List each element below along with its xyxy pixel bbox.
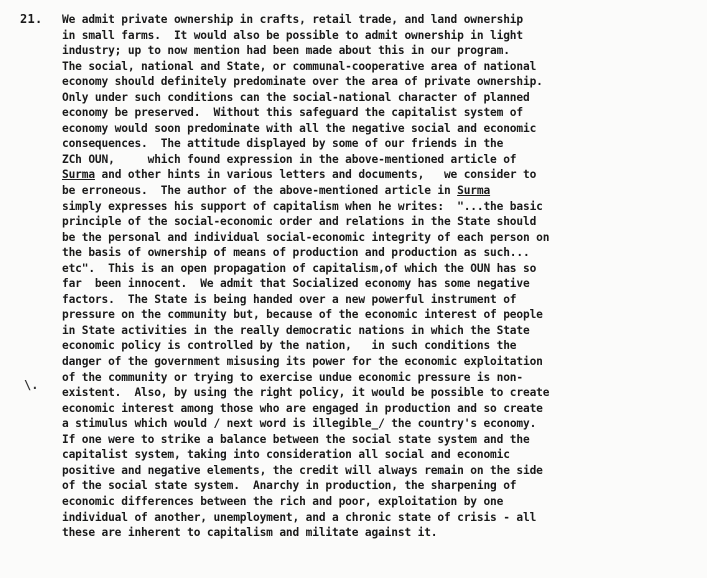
text-line — [62, 307, 702, 323]
text-line — [62, 74, 702, 90]
text-line — [62, 121, 702, 137]
text-line — [62, 416, 702, 432]
text-segment: Only under such conditions can the social-national character of planned — [62, 90, 530, 104]
text-segment: economic interest among those who are engaged in production and so create — [62, 401, 543, 415]
text-line — [62, 463, 702, 479]
text-line — [62, 214, 702, 230]
text-line — [62, 136, 702, 152]
text-line — [62, 276, 702, 292]
text-line — [62, 261, 702, 277]
text-segment: factors. The State is being handed over a new powerful instrument of — [62, 292, 517, 306]
text-segment: these are inherent to capitalism and militate against it. — [62, 526, 438, 540]
text-line — [62, 478, 702, 494]
text-segment: simply expresses his support of capitalism when he writes: "...the basic — [62, 199, 543, 213]
text-segment: be erroneous. The author of the above-mentioned article in — [62, 184, 458, 198]
text-segment: far been innocent. We admit that Socialized economy has some negative — [62, 277, 530, 291]
text-segment: of the community or trying to exercise undue economic pressure is non- — [62, 370, 523, 384]
text-segment: the basis of ownership of means of production and production as such... — [62, 246, 530, 260]
text-segment: in small farms. It would also be possible to admit ownership in light — [62, 28, 523, 42]
text-line — [62, 447, 702, 463]
text-line — [62, 167, 702, 183]
text-segment: ZCh OUN, which found expression in the above-mentioned article of — [62, 152, 517, 166]
text-line — [62, 90, 702, 106]
text-segment: and other hints in various letters and documents, we consider to — [94, 168, 537, 182]
text-segment: etc". This is an open propagation of capitalism,of which the OUN has so — [62, 261, 537, 275]
text-line — [62, 338, 702, 354]
text-line — [62, 385, 702, 401]
text-segment: industry; up to now mention had been made about this in our program. — [62, 44, 510, 58]
underlined-title: Surma — [457, 184, 491, 198]
text-segment: existent. Also, by using the right policy, it would be possible to create — [62, 386, 550, 400]
text-line — [62, 43, 702, 59]
text-line — [62, 152, 702, 168]
text-line — [62, 432, 702, 448]
editorial-note: / next word is illegible_/ — [213, 417, 385, 431]
text-line — [62, 199, 702, 215]
paragraph-number: 21. — [20, 12, 43, 26]
text-line — [62, 370, 702, 386]
text-segment: of the social state system. Anarchy in production, the sharpening of — [62, 479, 517, 493]
text-segment: positive and negative elements, the credit will always remain on the side — [62, 463, 543, 477]
text-segment: economy should definitely predominate over the area of private ownership. — [62, 75, 543, 89]
text-segment: be the personal and individual social-economic integrity of each person on — [62, 230, 550, 244]
text-segment: economy would soon predominate with all the negative social and economic — [62, 121, 537, 135]
text-segment: The social, national and State, or communal-cooperative area of national — [62, 59, 537, 73]
paragraph-text — [62, 12, 702, 541]
text-line — [62, 292, 702, 308]
text-segment: danger of the government misusing its power for the economic exploitation — [62, 355, 543, 369]
text-segment: economic differences between the rich and poor, exploitation by one — [62, 494, 504, 508]
text-segment: capitalist system, taking into consideration all social and economic — [62, 448, 510, 462]
text-line — [62, 525, 702, 541]
text-segment: economy be preserved. Without this safeguard the capitalist system of — [62, 106, 523, 120]
text-line — [62, 59, 702, 75]
text-line — [62, 28, 702, 44]
text-segment: consequences. The attitude displayed by some of our friends in the — [62, 137, 504, 151]
text-line — [62, 323, 702, 339]
text-line — [62, 510, 702, 526]
text-segment: principle of the social-economic order and relations in the State should — [62, 215, 537, 229]
text-segment: pressure on the community but, because of the economic interest of people — [62, 308, 543, 322]
text-line — [62, 12, 702, 28]
underlined-title: Surma — [62, 168, 95, 182]
text-line — [62, 230, 702, 246]
text-segment: If one were to strike a balance between the social state system and the — [62, 432, 530, 446]
text-line — [62, 494, 702, 510]
text-segment: in State activities in the really democratic nations in which the State — [62, 323, 530, 337]
text-line — [62, 183, 702, 199]
text-segment: the country's economy. — [384, 417, 537, 431]
text-segment: We admit private ownership in crafts, retail trade, and land ownership — [62, 13, 523, 26]
text-line — [62, 354, 702, 370]
text-segment: a stimulus which would — [62, 417, 214, 431]
margin-mark: \. — [24, 378, 39, 392]
text-line — [62, 105, 702, 121]
text-segment: individual of another, unemployment, and a chronic state of crisis - all — [62, 510, 537, 524]
text-line — [62, 401, 702, 417]
text-line — [62, 245, 702, 261]
text-segment: economic policy is controlled by the nation, in such conditions the — [62, 339, 517, 353]
